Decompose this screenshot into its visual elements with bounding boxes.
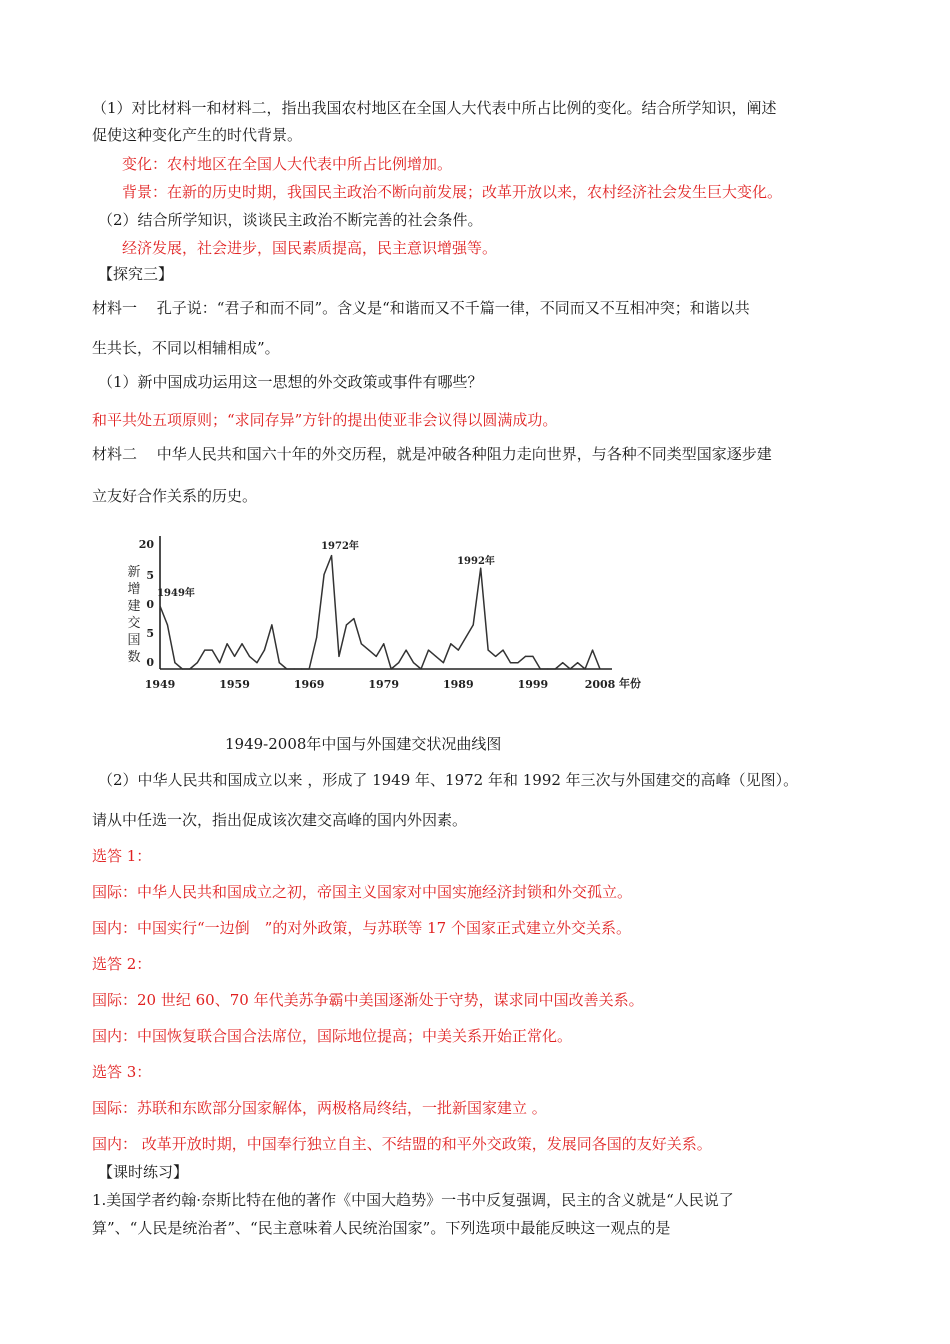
data-point <box>189 668 190 669</box>
data-point <box>547 668 548 669</box>
data-point <box>450 643 451 644</box>
option-2-domestic: 国内：中国恢复联合国合法席位，国际地位提高；中美关系开始正常化。 <box>92 1027 573 1045</box>
x-axis-label: 年份 <box>619 677 641 690</box>
data-point <box>197 662 198 663</box>
y-axis-label-char: 国 <box>127 633 141 648</box>
answer-conditions: 经济发展，社会进步，国民素质提高，民主意识增强等。 <box>122 239 498 257</box>
data-point <box>353 618 354 619</box>
data-point <box>159 605 160 606</box>
y-axis-label-char: 增 <box>127 582 141 597</box>
data-point <box>502 650 503 651</box>
chart-container <box>110 528 650 700</box>
data-point <box>406 650 407 651</box>
data-point <box>167 624 168 625</box>
y-tick-label: 5 <box>146 627 154 640</box>
data-point <box>383 643 384 644</box>
data-point <box>271 624 272 625</box>
y-tick-label: 0 <box>146 598 154 611</box>
data-point <box>473 624 474 625</box>
diplomacy-line-chart <box>110 528 650 700</box>
x-tick-label: 1969 <box>293 678 325 691</box>
data-point <box>286 668 287 669</box>
data-point <box>517 662 518 663</box>
y-axis-label-char: 新 <box>127 565 141 580</box>
option-2-label: 选答 2： <box>92 955 152 973</box>
data-point <box>584 668 585 669</box>
data-point <box>346 624 347 625</box>
option-3-label: 选答 3： <box>92 1063 152 1081</box>
option-1-international: 国际：中华人民共和国成立之初，帝国主义国家对中国实施经济封锁和外交孤立。 <box>92 883 633 901</box>
y-tick-label: 5 <box>146 569 154 582</box>
material-2-line-2: 立友好合作关系的历史。 <box>92 487 258 505</box>
data-point <box>227 643 228 644</box>
data-point <box>338 656 339 657</box>
data-point <box>241 643 242 644</box>
x-tick-label: 1949 <box>144 678 176 691</box>
data-point <box>495 656 496 657</box>
data-point <box>413 662 414 663</box>
practice-q1-line-2: 算”、“人民是统治者”、“民主意味着人民统治国家”。下列选项中最能反映这一观点的是 <box>92 1219 671 1237</box>
data-point <box>465 637 466 638</box>
question-2: （2）结合所学知识，谈谈民主政治不断完善的社会条件。 <box>98 211 483 229</box>
data-point <box>174 662 175 663</box>
data-point <box>577 662 578 663</box>
data-point <box>458 650 459 651</box>
data-point <box>212 650 213 651</box>
option-1-label: 选答 1： <box>92 847 152 865</box>
y-axis-label-char: 数 <box>127 650 141 665</box>
data-point <box>540 668 541 669</box>
data-point <box>309 668 310 669</box>
data-point <box>234 656 235 657</box>
data-point <box>480 568 481 569</box>
option-3-domestic: 国内： 改革开放时期，中国奉行独立自主、不结盟的和平外交政策，发展同各国的友好关系。 <box>92 1135 712 1153</box>
data-point <box>316 637 317 638</box>
data-point <box>570 668 571 669</box>
peak-annotation: 1992年 <box>457 556 495 567</box>
answer-background: 背景：在新的历史时期，我国民主政治不断向前发展；改革开放以来，农村经济社会发生巨大变化。 <box>122 183 783 201</box>
y-tick-label: 20 <box>138 538 154 551</box>
data-point <box>391 668 392 669</box>
y-tick-label: 0 <box>146 656 154 669</box>
x-tick-label: 2008 <box>584 678 616 691</box>
text-line-2: 促使这种变化产生的时代背景。 <box>92 126 303 144</box>
data-point <box>331 555 332 556</box>
x-tick-label: 1989 <box>442 678 474 691</box>
option-2-international: 国际：20 世纪 60、70 年代美苏争霸中美国逐渐处于守势，谋求同中国改善关系。 <box>92 991 644 1009</box>
material-2-line-1: 材料二 中华人民共和国六十年的外交历程，就是冲破各种阻力走向世界，与各种不同类型国家逐步建 <box>92 445 772 463</box>
data-point <box>256 662 257 663</box>
x-tick-label: 1959 <box>219 678 250 691</box>
data-point <box>488 650 489 651</box>
data-point <box>361 643 362 644</box>
answer-explore-1: 和平共处五项原则；“求同存异”方针的提出使亚非会议得以圆满成功。 <box>92 411 558 429</box>
data-point <box>368 650 369 651</box>
section-heading-practice: 【课时练习】 <box>98 1163 189 1181</box>
y-axis-label-char: 交 <box>127 616 141 631</box>
data-point <box>420 668 421 669</box>
x-tick-label: 1979 <box>368 678 400 691</box>
series-line <box>160 556 600 669</box>
option-3-international: 国际：苏联和东欧部分国家解体，两极格局终结，一批新国家建立 。 <box>92 1099 547 1117</box>
data-point <box>555 668 556 669</box>
option-1-domestic: 国内：中国实行“一边倒 ”的对外政策，与苏联等 17 个国家正式建立外交关系。 <box>92 919 631 937</box>
data-point <box>219 662 220 663</box>
data-point <box>562 662 563 663</box>
data-point <box>592 650 593 651</box>
data-point <box>249 656 250 657</box>
question-explore-2-line-2: 请从中任选一次，指出促成该次建交高峰的国内外因素。 <box>92 811 468 829</box>
practice-q1-line-1: 1.美国学者约翰·奈斯比特在他的著作《中国大趋势》一书中反复强调，民主的含义就是“人民说了 <box>92 1191 734 1209</box>
data-point <box>294 668 295 669</box>
data-point <box>279 662 280 663</box>
data-point <box>428 650 429 651</box>
data-point <box>264 650 265 651</box>
data-point <box>376 656 377 657</box>
answer-change: 变化：农村地区在全国人大代表中所占比例增加。 <box>122 155 453 173</box>
data-point <box>398 662 399 663</box>
x-tick-label: 1999 <box>517 678 549 691</box>
data-point <box>182 668 183 669</box>
peak-annotation: 1949年 <box>157 588 195 599</box>
question-explore-2-line-1: （2）中华人民共和国成立以来 ，形成了 1949 年、1972 年和 1992 年三次与外国建交的高峰（见图）。 <box>98 771 799 789</box>
data-point <box>532 656 533 657</box>
data-point <box>204 650 205 651</box>
data-point <box>599 668 600 669</box>
data-point <box>301 668 302 669</box>
data-point <box>443 662 444 663</box>
material-1-line-2: 生共长，不同以相辅相成”。 <box>92 339 280 357</box>
text-line-1: （1）对比材料一和材料二，指出我国农村地区在全国人大代表中所占比例的变化。结合所学知识，阐述 <box>92 99 777 117</box>
data-point <box>510 662 511 663</box>
y-axis-label-char: 建 <box>127 599 141 614</box>
question-explore-1: （1）新中国成功运用这一思想的外交政策或事件有哪些？ <box>98 373 483 391</box>
chart-caption: 1949-2008年中国与外国建交状况曲线图 <box>225 735 502 753</box>
material-1-line-1: 材料一 孔子说：“君子和而不同”。含义是“和谐而又不千篇一律，不同而又不互相冲突；和谐以共 <box>92 299 750 317</box>
peak-annotation: 1972年 <box>321 541 359 552</box>
data-point <box>323 574 324 575</box>
data-point <box>435 656 436 657</box>
section-heading-explore-3: 【探究三】 <box>98 265 174 283</box>
data-point <box>525 656 526 657</box>
